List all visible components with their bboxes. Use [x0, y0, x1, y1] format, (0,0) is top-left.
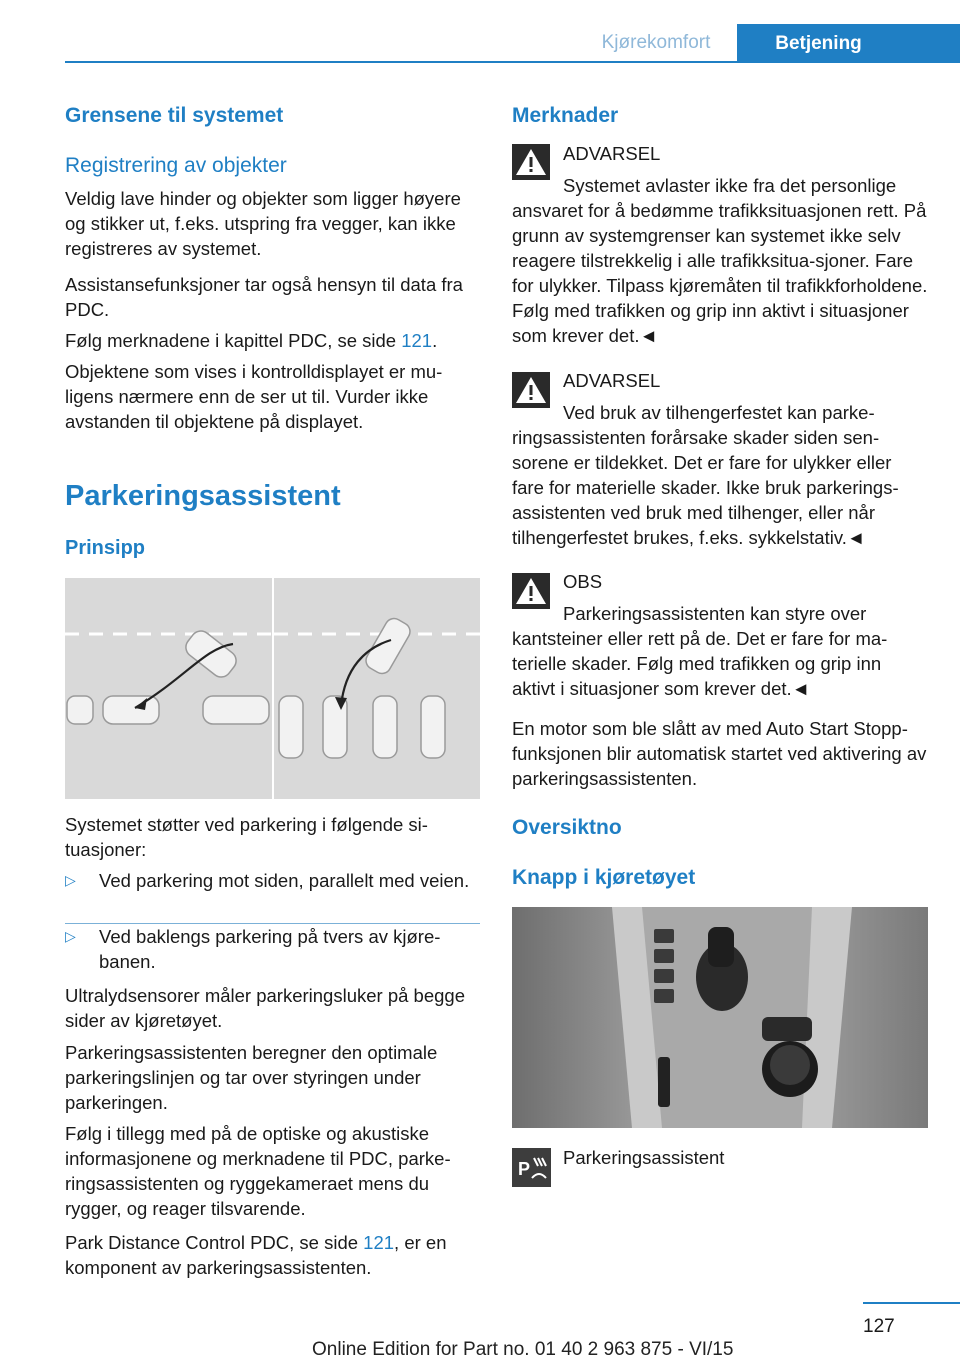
- page-header: [0, 0, 960, 62]
- triangle-bullet-icon: ▷: [65, 928, 76, 944]
- paragraph-supported-situations: Systemet støtter ved parkering i følgende si-tuasjoner:: [65, 814, 428, 860]
- heading-button-in-vehicle: Knapp i kjøretøyet: [512, 866, 696, 889]
- footer-edition: Online Edition for Part no. 01 40 2 963 875 - VI/15: [312, 1339, 734, 1360]
- pdc-text-end: , er en komponent av parkeringsassistenten.: [65, 1232, 447, 1278]
- parking-assistant-button-label: Parkeringsassistent: [563, 1147, 725, 1168]
- heading-system-limits: Grensene til systemet: [65, 104, 284, 127]
- warning-text: Ved bruk av tilhengerfestet kan parke-ringsassistenten forårsake skader siden sen-sorene er tildekket. Det er fare for ulykker eller fare for materielle skader. Ikke bruk parkerings-assistenten ved bruk med tilhenger, eller når tilhengerfestet brukes, f.eks. sykkelstativ.◄: [512, 402, 899, 548]
- see-page-text: Følg merknadene i kapittel PDC, se side: [65, 330, 402, 351]
- svg-text:P: P: [518, 1159, 531, 1179]
- page-link-121[interactable]: 121: [401, 330, 433, 351]
- warning-text: Systemet avlaster ikke fra det personlige ansvaret for å bedømme trafikksituasjonen rett. På grunn av systemgrenser kan systemet ikke selv reagere tilstrekkelig i alle trafikksitua-sjoner. Fare for ulykker. Tilpass kjøremåten til trafikkforholdene. Følg med trafikken og grip inn aktivt i situasjoner som krever det.◄: [512, 175, 928, 346]
- see-page-punct: .: [432, 330, 438, 351]
- paragraph-ultrasonic: Ultralydsensorer måler parkeringsluker på begge sider av kjøretøyet.: [65, 985, 465, 1031]
- caution-title: OBS: [563, 571, 603, 592]
- triangle-bullet-icon: ▷: [65, 872, 76, 888]
- warning-title: ADVARSEL: [563, 370, 661, 391]
- list-item-text: Ved baklengs parkering på tvers av kjøre-banen.: [99, 926, 441, 972]
- console-photo-svg: [512, 907, 928, 1128]
- heading-parking-assistant: Parkeringsassistent: [65, 480, 341, 512]
- parking-assistant-button-icon: [512, 1148, 551, 1187]
- paragraph-pdc-component: [65, 1230, 480, 1280]
- heading-notes: Merknader: [512, 104, 619, 127]
- page-number: 127: [863, 1316, 895, 1337]
- paragraph-limits: Veldig lave hinder og objekter som ligger høyere og stikker ut, f.eks. utspring fra vegger, kan ikke registreres av systemet.: [65, 188, 461, 259]
- paragraph-auto-start-stop: En motor som ble slått av med Auto Start Stopp-funksjonen blir automatisk startet ved aktivering av parkeringsassistenten.: [512, 718, 927, 789]
- paragraph-display-objects: Objektene som vises i kontrolldisplayet er mu-ligens nærmere enn de ser ut til. Vurder ikke avstanden til objektene på displayet.: [65, 361, 443, 432]
- heading-overview: Oversiktno: [512, 816, 622, 839]
- heading-object-detection: Registrering av objekter: [65, 154, 287, 177]
- paragraph-optimal-line: Parkeringsassistenten beregner den optimale parkeringslinjen og tar over styringen under parkeringen.: [65, 1042, 438, 1113]
- parking-principle-illustration: [65, 578, 480, 799]
- paragraph-pdc-data: Assistansefunksjoner tar også hensyn til data fra PDC.: [65, 274, 463, 320]
- chapter-tab[interactable]: Betjening: [737, 24, 960, 63]
- footer-rule: [863, 1302, 960, 1304]
- paragraph-see-page: [65, 328, 480, 353]
- center-console-photo: [512, 907, 928, 1128]
- list-item: [65, 868, 480, 918]
- page-link-121[interactable]: 121: [363, 1232, 395, 1253]
- section-tab[interactable]: Kjørekomfort: [601, 32, 711, 53]
- heading-principle: Prinsipp: [65, 537, 146, 559]
- warning-title: ADVARSEL: [563, 143, 661, 164]
- list-item: [65, 924, 480, 974]
- parking-illustration-svg: [65, 578, 480, 799]
- list-item-text: Ved parkering mot siden, parallelt med veien.: [99, 870, 470, 891]
- paragraph-follow-info: Følg i tillegg med på de optiske og akustiske informasjonene og merknadene til PDC, parke-ringsassistenten og ryggekameraet mens du rygger, og reager tilsvarende.: [65, 1123, 451, 1219]
- caution-text: Parkeringsassistenten kan styre over kantsteiner eller rett på de. Det er fare for ma-terielle skader. Følg med trafikken og grip inn aktivt i situasjoner som krever det.◄: [512, 603, 888, 699]
- header-rule: [65, 61, 960, 63]
- pdc-text: Park Distance Control PDC, se side: [65, 1232, 364, 1253]
